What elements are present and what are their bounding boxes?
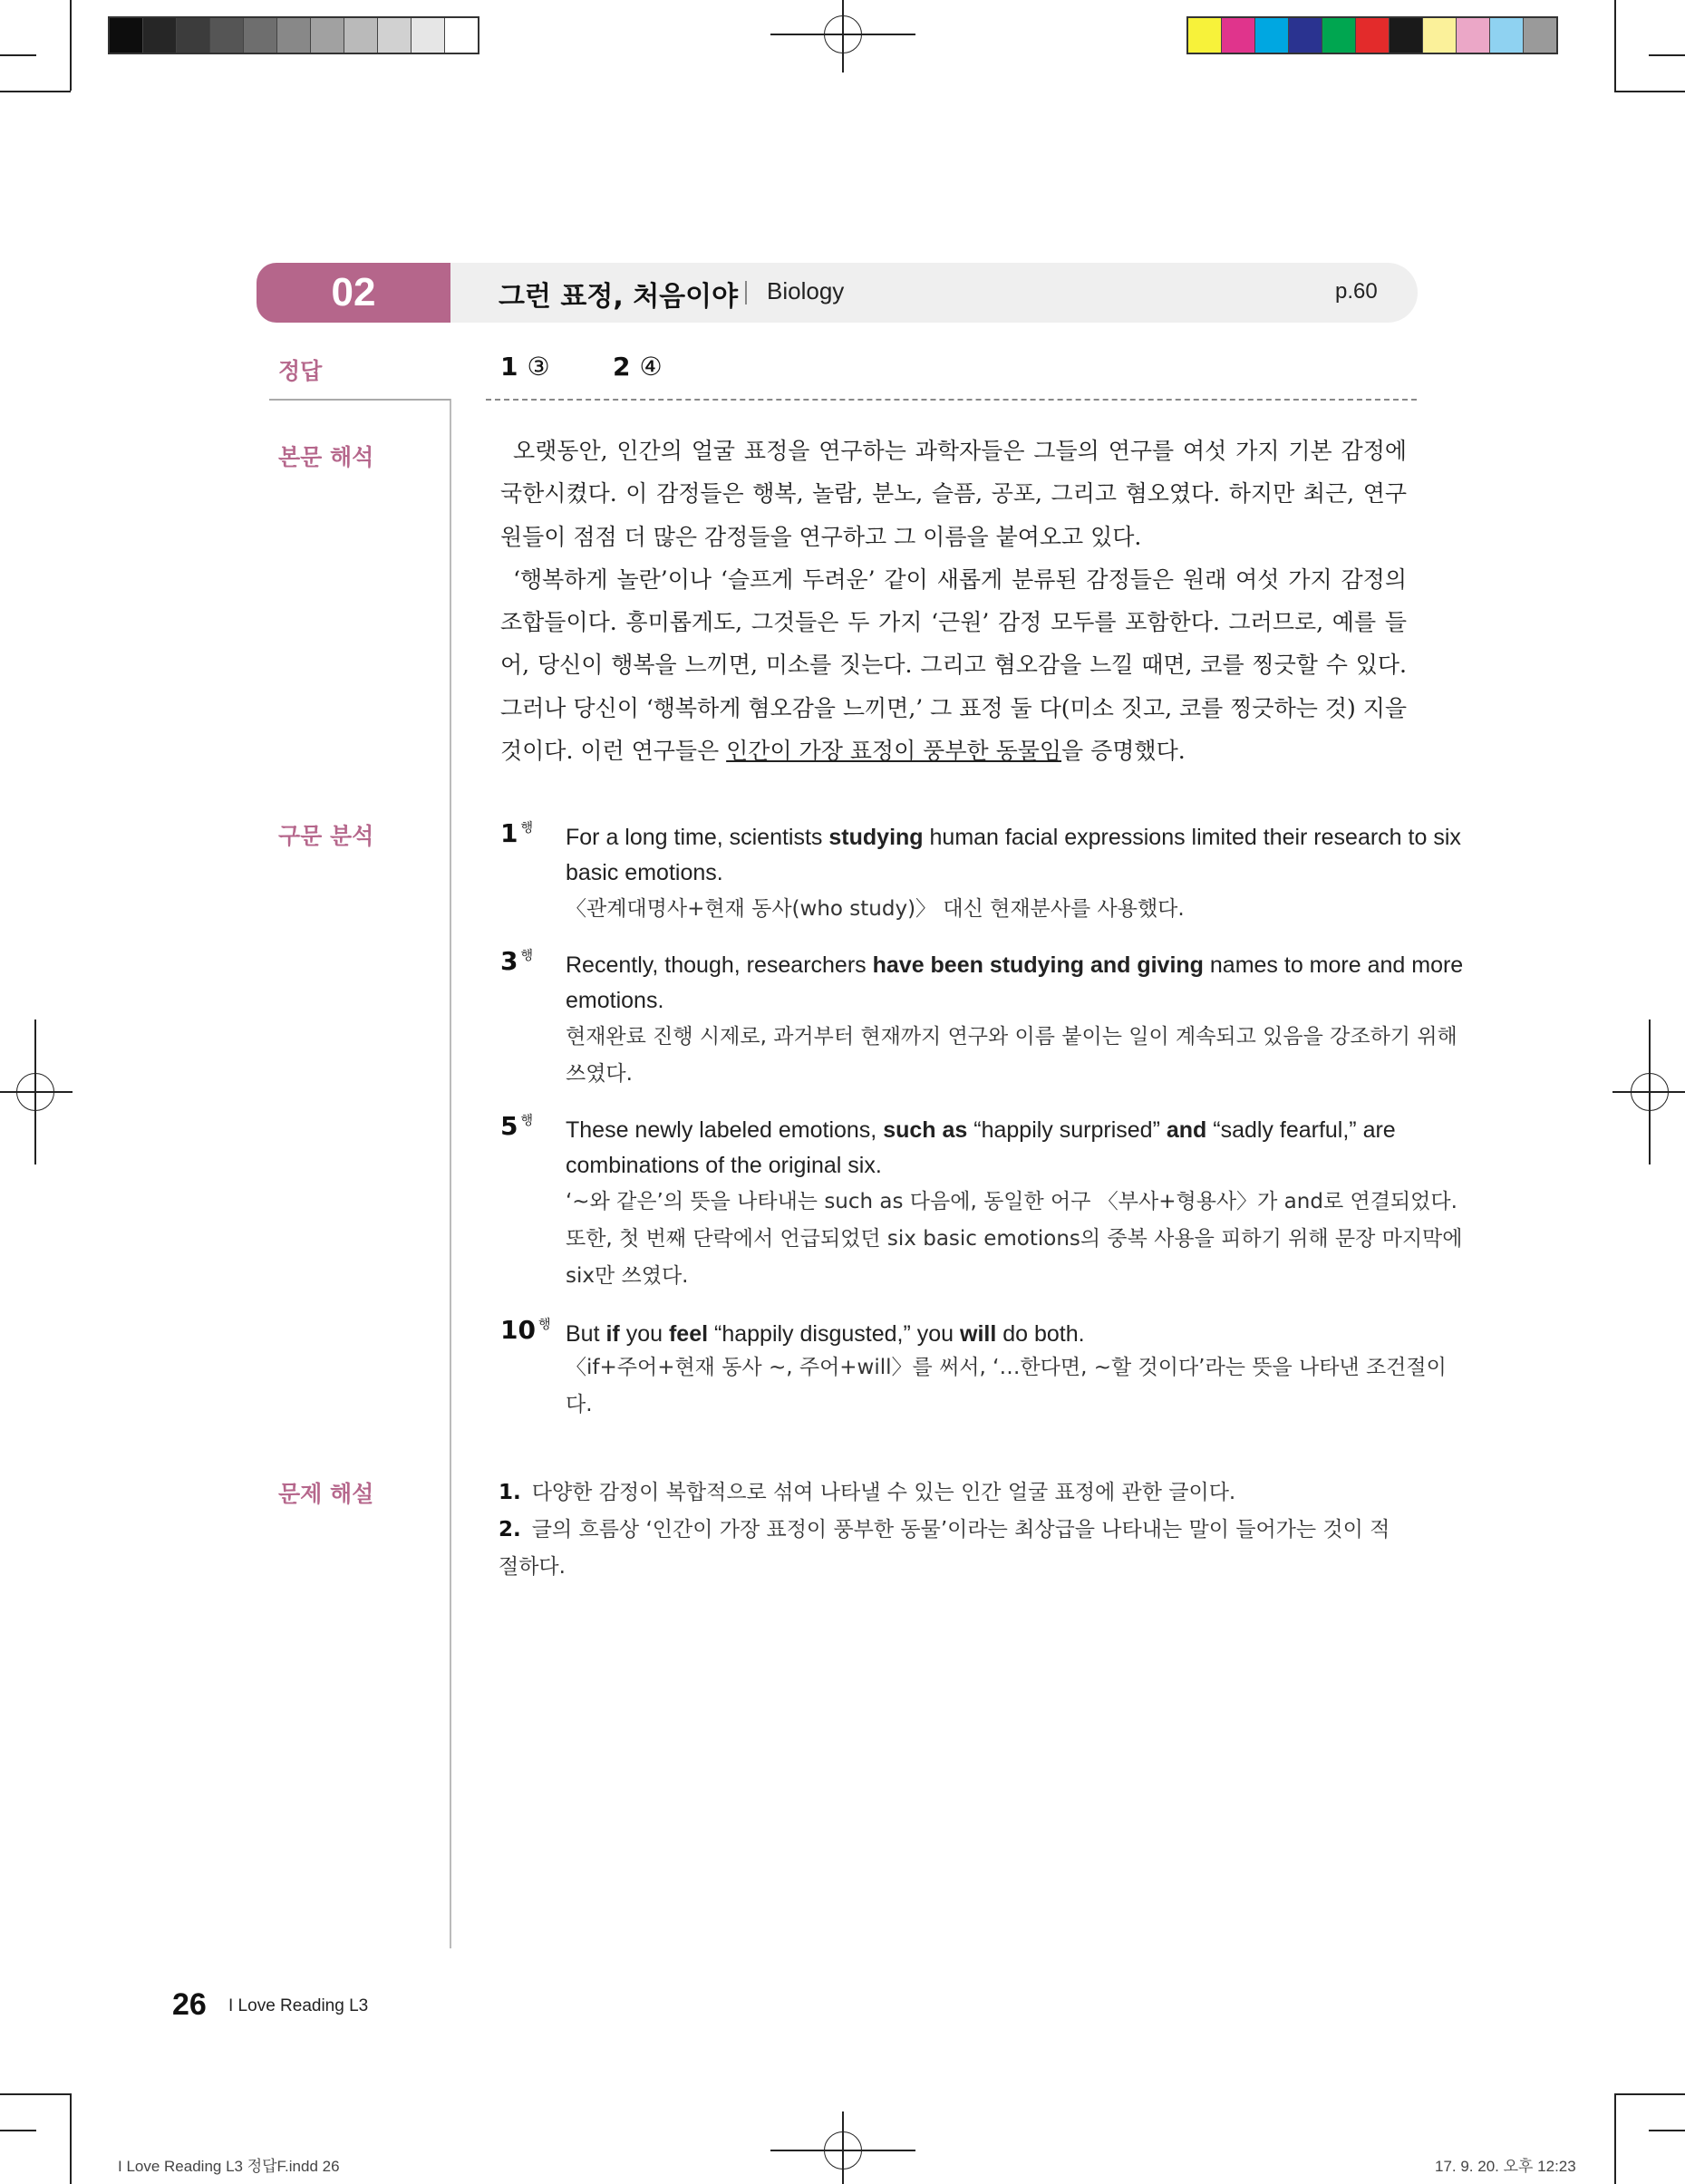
syntax-item [500, 1111, 1463, 1292]
crop-mark [1649, 54, 1685, 56]
gray-swatch [412, 18, 445, 53]
page-reference: p.60 [1335, 279, 1378, 304]
gray-swatch [344, 18, 378, 53]
explanation-label: 문제 해설 [278, 1481, 374, 1507]
syntax-note: 현재완료 진행 시제로, 과거부터 현재까지 연구와 이름 붙이는 일이 계속되고 있음을 강조하기 위해 쓰였다. [566, 1025, 1457, 1086]
line-number: 10 $^행$ [500, 1315, 551, 1345]
line-number: 1 $^행$ [500, 818, 534, 848]
syntax-note: ‘~와 같은’의 뜻을 나타내는 such as 다음에, 동일한 어구 〈부사+형용사〉가 and로 연결되었다. 또한, 첫 번째 단락에서 언급되었던 six basic emotions의 중복 사용을 피하기 위해 문장 마지막에 six만 쓰였다. [566, 1190, 1463, 1288]
color-swatch [1423, 18, 1457, 53]
section-number: 02 [257, 263, 450, 323]
answer-dashed-divider [486, 399, 1417, 401]
syntax-note: 〈관계대명사+현재 동사(who study)〉 대신 현재분사를 사용했다. [566, 897, 1185, 921]
gray-swatch [277, 18, 311, 53]
color-swatch [1322, 18, 1356, 53]
syntax-item [500, 818, 1461, 927]
gray-swatch [445, 18, 478, 53]
translation-label: 본문 해석 [278, 444, 374, 470]
gray-swatch [378, 18, 412, 53]
header-divider [745, 281, 747, 304]
cmyk-color-bar [1186, 16, 1558, 54]
color-swatch [1390, 18, 1423, 53]
color-swatch [1222, 18, 1255, 53]
crop-mark [1614, 2093, 1685, 2095]
book-title: I Love Reading L3 [228, 1996, 369, 2015]
section-title: 그런 표정, 처음이야 [499, 281, 739, 313]
color-swatch [1524, 18, 1556, 53]
syntax-item [500, 1315, 1447, 1424]
line-number: 5 $^행$ [500, 1111, 534, 1141]
gray-swatch [311, 18, 344, 53]
crop-mark [1649, 2130, 1685, 2131]
crop-mark [70, 0, 72, 91]
passage-translation [500, 430, 1407, 772]
label-underline [269, 399, 450, 401]
syntax-label: 구문 분석 [278, 823, 374, 849]
gray-swatch [210, 18, 244, 53]
crop-mark [0, 91, 71, 92]
syntax-item [500, 946, 1464, 1091]
answer-item [500, 352, 550, 382]
crop-mark [0, 54, 36, 56]
column-divider [450, 399, 451, 1948]
answer-number: 1 [500, 352, 518, 382]
gray-swatch [143, 18, 177, 53]
color-swatch [1356, 18, 1390, 53]
crop-mark [1614, 2093, 1616, 2184]
gray-swatch [244, 18, 277, 53]
underlined-phrase: 인간이 가장 표정이 풍부한 동물임 [726, 738, 1062, 765]
syntax-sentence: For a long time, scientists studying human facial expressions limited their research to six basic emotions. [566, 825, 1461, 885]
explanation-item: 2. 글의 흐름상 ‘인간이 가장 표정이 풍부한 동물’이라는 최상급을 나타내는 말이 들어가는 것이 적절하다. [499, 1518, 1390, 1579]
color-swatch [1188, 18, 1222, 53]
answer-item [613, 352, 663, 382]
crop-mark [0, 2130, 36, 2131]
file-slug: I Love Reading L3 정답F.indd 26 [118, 2158, 340, 2175]
gray-swatch [110, 18, 143, 53]
explanation-item: 1. 다양한 감정이 복합적으로 섞여 나타낼 수 있는 인간 얼굴 표정에 관한 글이다. [499, 1481, 1236, 1504]
translation-paragraph: 오랫동안, 인간의 얼굴 표정을 연구하는 과학자들은 그들의 연구를 여섯 가지 기본 감정에 국한시켰다. 이 감정들은 행복, 놀람, 분노, 슬픔, 공포, 그리고 혐오였다. 하지만 최근, 연구원들이 점점 더 많은 감정들을 연구하고 그 이름을 붙여오고 있다. [500, 438, 1407, 550]
color-swatch [1457, 18, 1490, 53]
answer-choice: ③ [527, 352, 550, 382]
syntax-sentence: Recently, though, researchers have been studying and giving names to more and more emotions. [566, 952, 1464, 1013]
color-swatch [1255, 18, 1289, 53]
answer-choice: ④ [639, 352, 663, 382]
gray-swatch [177, 18, 210, 53]
page-number: 26 [172, 1987, 207, 2022]
syntax-note: 〈if+주어+현재 동사 ~, 주어+will〉를 써서, ‘…한다면, ~할 것이다’라는 뜻을 나타낸 조건절이다. [566, 1356, 1447, 1416]
translation-paragraph: ‘행복하게 놀란’이나 ‘슬프게 두려운’ 같이 새롭게 분류된 감정들은 원래 여섯 가지 감정의 조합들이다. 흥미롭게도, 그것들은 두 가지 ‘근원’ 감정 모두를 포함한다. 그러므로, 예를 들어, 당신이 행복을 느끼면, 미소를 짓는다. 그리고 혐오감을 느낄 때면, 코를 찡긋할 수 있다. 그러나 당신이 ‘행복하게 혐오감을 느끼면,’ 그 표정 둘 다(미소 짓고, 코를 찡긋하는 것) 지을 것이다. 이런 연구들은 인간이 가장 표정이 풍부한 동물임을 증명했다. [500, 565, 1407, 765]
crop-mark [1614, 0, 1616, 91]
date-slug: 17. 9. 20. 오후 12:23 [1435, 2158, 1576, 2175]
crop-mark [70, 2093, 72, 2184]
crop-mark [1614, 91, 1685, 92]
line-number: 3 $^행$ [500, 946, 534, 976]
grayscale-color-bar [108, 16, 479, 54]
section-subject: Biology [767, 277, 845, 304]
syntax-sentence: These newly labeled emotions, such as “happily surprised” and “sadly fearful,” are combinations of the original six. [566, 1117, 1396, 1178]
syntax-sentence: But if you feel “happily disgusted,” you will do both. [566, 1321, 1085, 1347]
answer-number: 2 [613, 352, 631, 382]
color-swatch [1490, 18, 1524, 53]
crop-mark [0, 2093, 71, 2095]
color-swatch [1289, 18, 1322, 53]
answer-label: 정답 [278, 358, 323, 384]
